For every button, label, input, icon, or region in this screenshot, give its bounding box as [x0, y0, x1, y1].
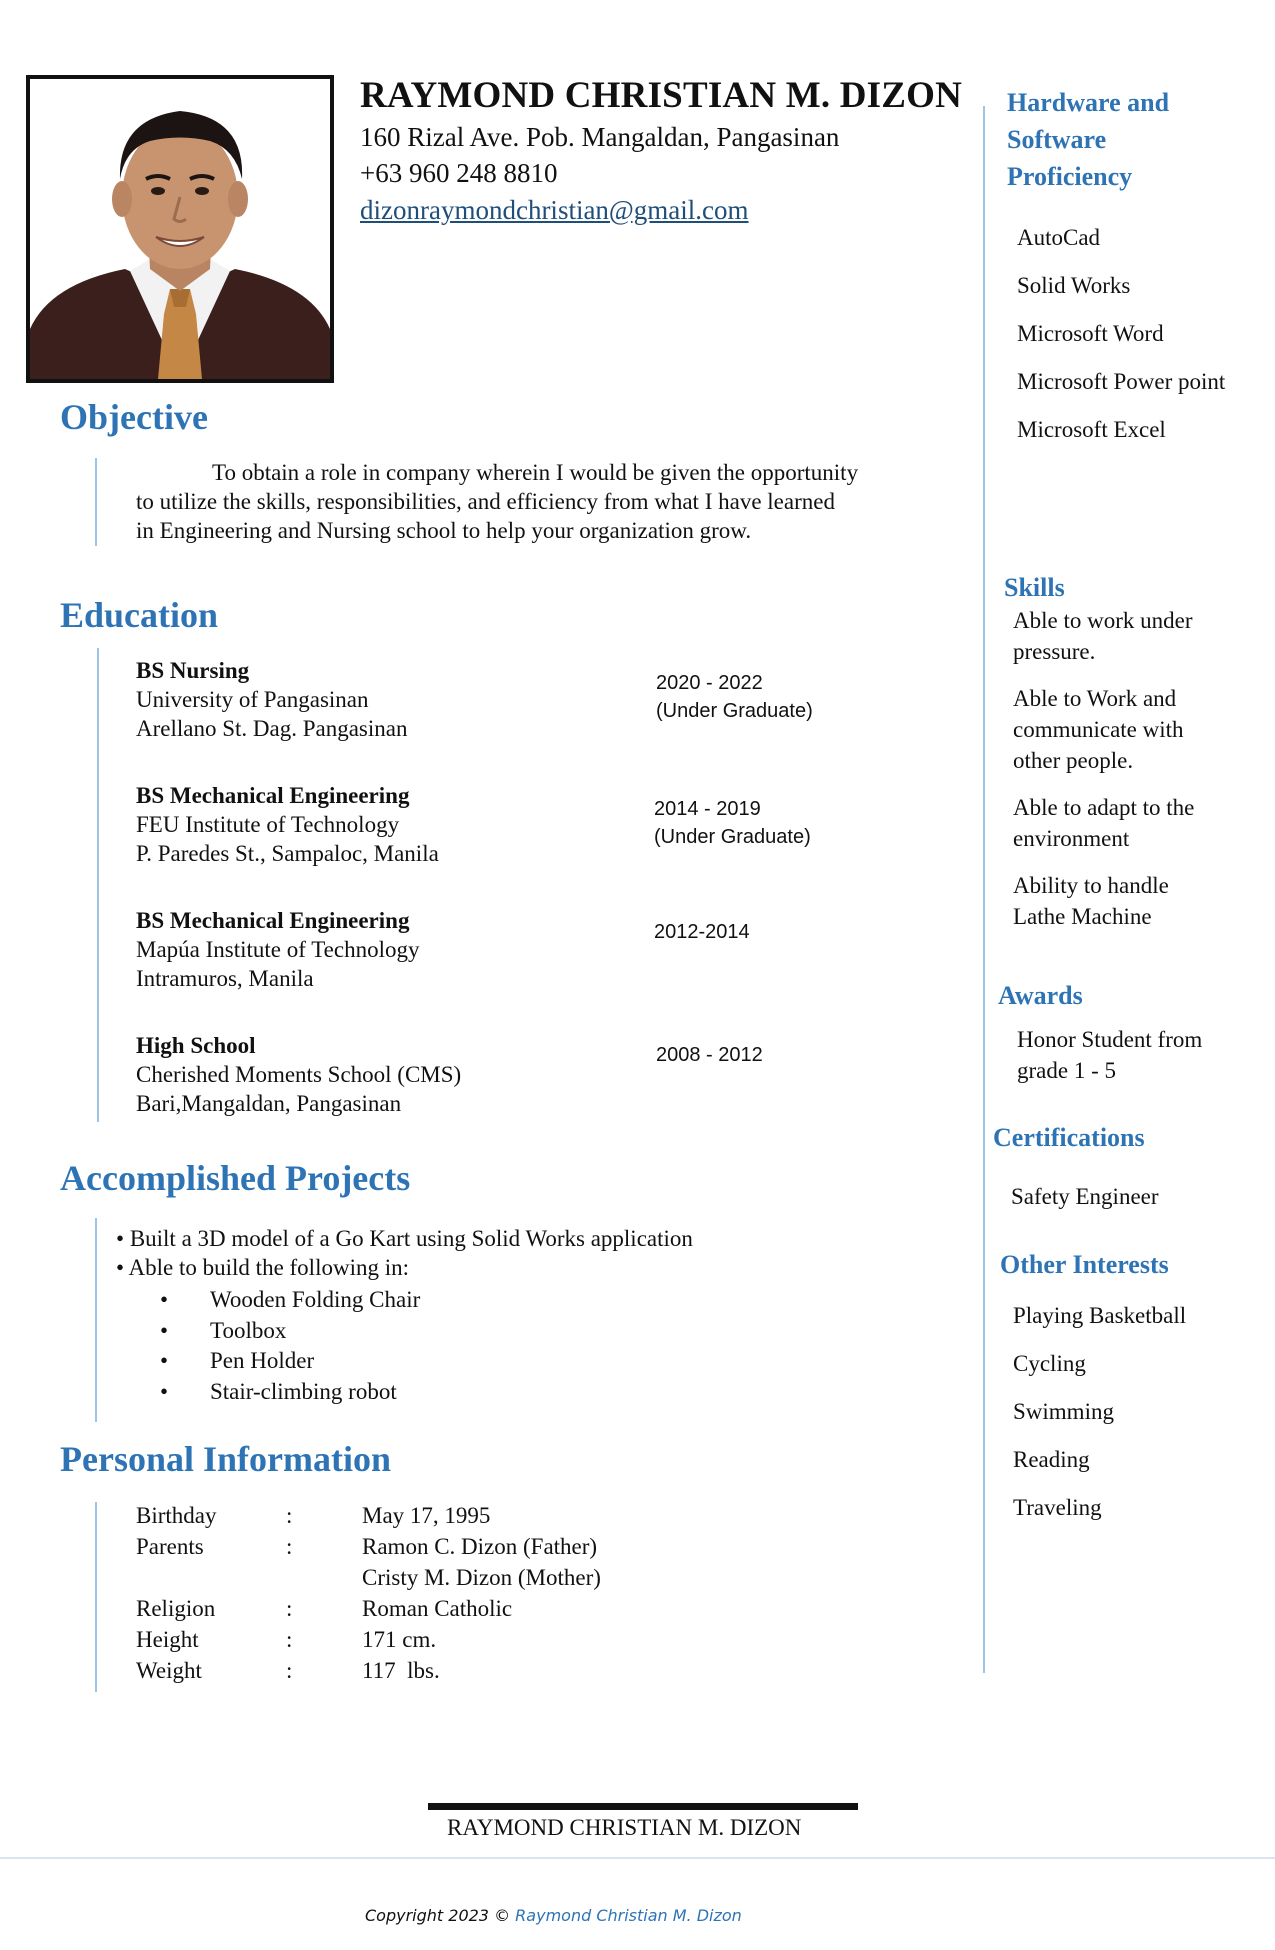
education-location: Intramuros, Manila	[136, 966, 314, 991]
objective-line: in Engineering and Nursing school to help your organization grow.	[136, 518, 752, 543]
proficiency-list	[1017, 214, 1225, 454]
candidate-name: RAYMOND CHRISTIAN M. DIZON	[360, 75, 963, 116]
heading-line: Software	[1007, 125, 1107, 154]
table-row	[136, 1593, 736, 1624]
list-item: Able to Work and communicate with other people.	[1013, 686, 1184, 773]
profile-photo-illustration	[30, 79, 330, 379]
list-item: • Toolbox	[160, 1316, 420, 1347]
education-location: Arellano St. Dag. Pangasinan	[136, 716, 408, 741]
education-school: Cherished Moments School (CMS)	[136, 1062, 462, 1087]
list-item: Solid Works	[1017, 273, 1131, 298]
projects-accent-line	[95, 1218, 97, 1422]
personal-value: Roman Catholic	[362, 1596, 513, 1621]
education-degree: BS Mechanical Engineering	[136, 783, 410, 808]
personal-label: Height	[136, 1627, 199, 1652]
education-years: 2012-2014	[654, 921, 750, 943]
email-address[interactable]: dizonraymondchristian@gmail.com	[360, 195, 749, 225]
list-item: Able to adapt to the environment	[1013, 795, 1195, 851]
education-note: (Under Graduate)	[656, 700, 813, 722]
list-item: Playing Basketball	[1013, 1303, 1187, 1328]
list-item: Microsoft Word	[1017, 321, 1164, 346]
separator: :	[286, 1503, 293, 1528]
address: 160 Rizal Ave. Pob. Mangaldan, Pangasinan	[360, 122, 840, 152]
copyright-prefix: Copyright 2023 ©	[365, 1906, 511, 1925]
objective-accent-line	[95, 458, 97, 546]
awards-list	[1017, 1024, 1202, 1086]
bullet-icon: •	[116, 1255, 125, 1280]
personal-value: 117 lbs.	[362, 1658, 440, 1683]
objective-heading: Objective	[60, 397, 208, 437]
email-link[interactable]	[360, 195, 749, 226]
education-heading: Education	[60, 595, 219, 635]
table-row	[136, 1500, 736, 1531]
education-years: 2008 - 2012	[656, 1044, 763, 1066]
personal-label: Parents	[136, 1534, 204, 1559]
education-location: Bari,Mangaldan, Pangasinan	[136, 1091, 402, 1116]
education-dates	[654, 795, 811, 851]
copyright-owner: Raymond Christian M. Dizon	[515, 1906, 742, 1925]
personal-value: Cristy M. Dizon (Mother)	[362, 1565, 601, 1590]
list-item: • Pen Holder	[160, 1346, 420, 1377]
education-school: University of Pangasinan	[136, 687, 369, 712]
signature-line	[428, 1803, 858, 1810]
list-item: • Stair-climbing robot	[160, 1377, 420, 1408]
education-location: P. Paredes St., Sampaloc, Manila	[136, 841, 439, 866]
objective-text	[136, 458, 956, 545]
education-dates	[656, 669, 813, 725]
skills-list	[1013, 605, 1194, 932]
education-degree: BS Nursing	[136, 658, 250, 683]
profile-photo	[26, 75, 334, 383]
personal-info-table	[136, 1500, 736, 1686]
separator: :	[286, 1627, 293, 1652]
list-item: Swimming	[1013, 1399, 1114, 1424]
education-note: (Under Graduate)	[654, 826, 811, 848]
sidebar-divider	[983, 106, 985, 1673]
list-item: Honor Student from	[1017, 1027, 1203, 1052]
list-item: • Wooden Folding Chair	[160, 1285, 420, 1316]
personal-info-heading: Personal Information	[60, 1439, 391, 1479]
certifications-heading: Certifications	[993, 1123, 1145, 1152]
bullet-icon: •	[116, 1226, 125, 1251]
education-accent-line	[97, 648, 99, 1122]
bullet-icon: •	[160, 1378, 169, 1404]
table-row	[136, 1655, 736, 1686]
personal-label: Weight	[136, 1658, 202, 1683]
list-item: Safety Engineer	[1011, 1184, 1159, 1209]
education-dates	[656, 1041, 763, 1069]
personal-label: Religion	[136, 1596, 216, 1621]
education-entry	[136, 906, 420, 993]
education-entry	[136, 781, 439, 868]
interests-list	[1013, 1292, 1186, 1532]
education-school: Mapúa Institute of Technology	[136, 937, 420, 962]
education-degree: High School	[136, 1033, 256, 1058]
table-row	[136, 1624, 736, 1655]
education-dates	[654, 918, 750, 946]
awards-heading: Awards	[998, 981, 1083, 1010]
education-entry	[136, 1031, 461, 1118]
bullet-icon: •	[160, 1287, 169, 1312]
objective-line: to utilize the skills, responsibilities, and efficiency from what I have learned	[136, 489, 835, 514]
table-row	[136, 1531, 736, 1562]
list-item: Microsoft Power point	[1017, 369, 1226, 394]
projects-heading: Accomplished Projects	[60, 1158, 411, 1198]
heading-line: Hardware and	[1007, 88, 1170, 117]
list-item: Able to work under pressure.	[1013, 608, 1193, 664]
objective-line: To obtain a role in company wherein I would be given the opportunity	[212, 460, 859, 485]
proficiency-heading	[1007, 84, 1169, 195]
education-years: 2020 - 2022	[656, 672, 763, 694]
projects-sublist	[160, 1285, 420, 1407]
phone-number: +63 960 248 8810	[360, 158, 558, 188]
personal-accent-line	[95, 1502, 97, 1692]
bullet-icon: •	[160, 1317, 169, 1343]
list-item: Reading	[1013, 1447, 1090, 1472]
table-row	[136, 1562, 736, 1593]
footer-divider	[0, 1857, 1275, 1859]
interests-heading: Other Interests	[1000, 1250, 1169, 1279]
list-item: • Able to build the following in:	[116, 1255, 409, 1280]
copyright-notice	[365, 1906, 742, 1925]
bullet-icon: •	[160, 1348, 169, 1373]
personal-label: Birthday	[136, 1503, 217, 1528]
separator: :	[286, 1658, 293, 1683]
list-item: Cycling	[1013, 1351, 1086, 1376]
heading-line: Proficiency	[1007, 162, 1133, 191]
personal-value: 171 cm.	[362, 1627, 437, 1652]
education-years: 2014 - 2019	[654, 798, 761, 820]
list-item: Microsoft Excel	[1017, 417, 1166, 442]
list-item: • Built a 3D model of a Go Kart using Solid Works application	[116, 1226, 693, 1251]
personal-value: Ramon C. Dizon (Father)	[362, 1534, 598, 1559]
personal-value: May 17, 1995	[362, 1503, 491, 1528]
education-school: FEU Institute of Technology	[136, 812, 400, 837]
list-item: Traveling	[1013, 1495, 1102, 1520]
education-entry	[136, 656, 407, 743]
list-item: grade 1 - 5	[1017, 1058, 1116, 1083]
list-item: Ability to handle Lathe Machine	[1013, 873, 1169, 929]
projects-list	[116, 1224, 693, 1282]
education-degree: BS Mechanical Engineering	[136, 908, 410, 933]
separator: :	[286, 1534, 293, 1559]
list-item: AutoCad	[1017, 225, 1101, 250]
separator: :	[286, 1596, 293, 1621]
certifications-list	[1011, 1181, 1159, 1212]
signature-name: RAYMOND CHRISTIAN M. DIZON	[447, 1815, 802, 1840]
skills-heading: Skills	[1004, 573, 1065, 602]
